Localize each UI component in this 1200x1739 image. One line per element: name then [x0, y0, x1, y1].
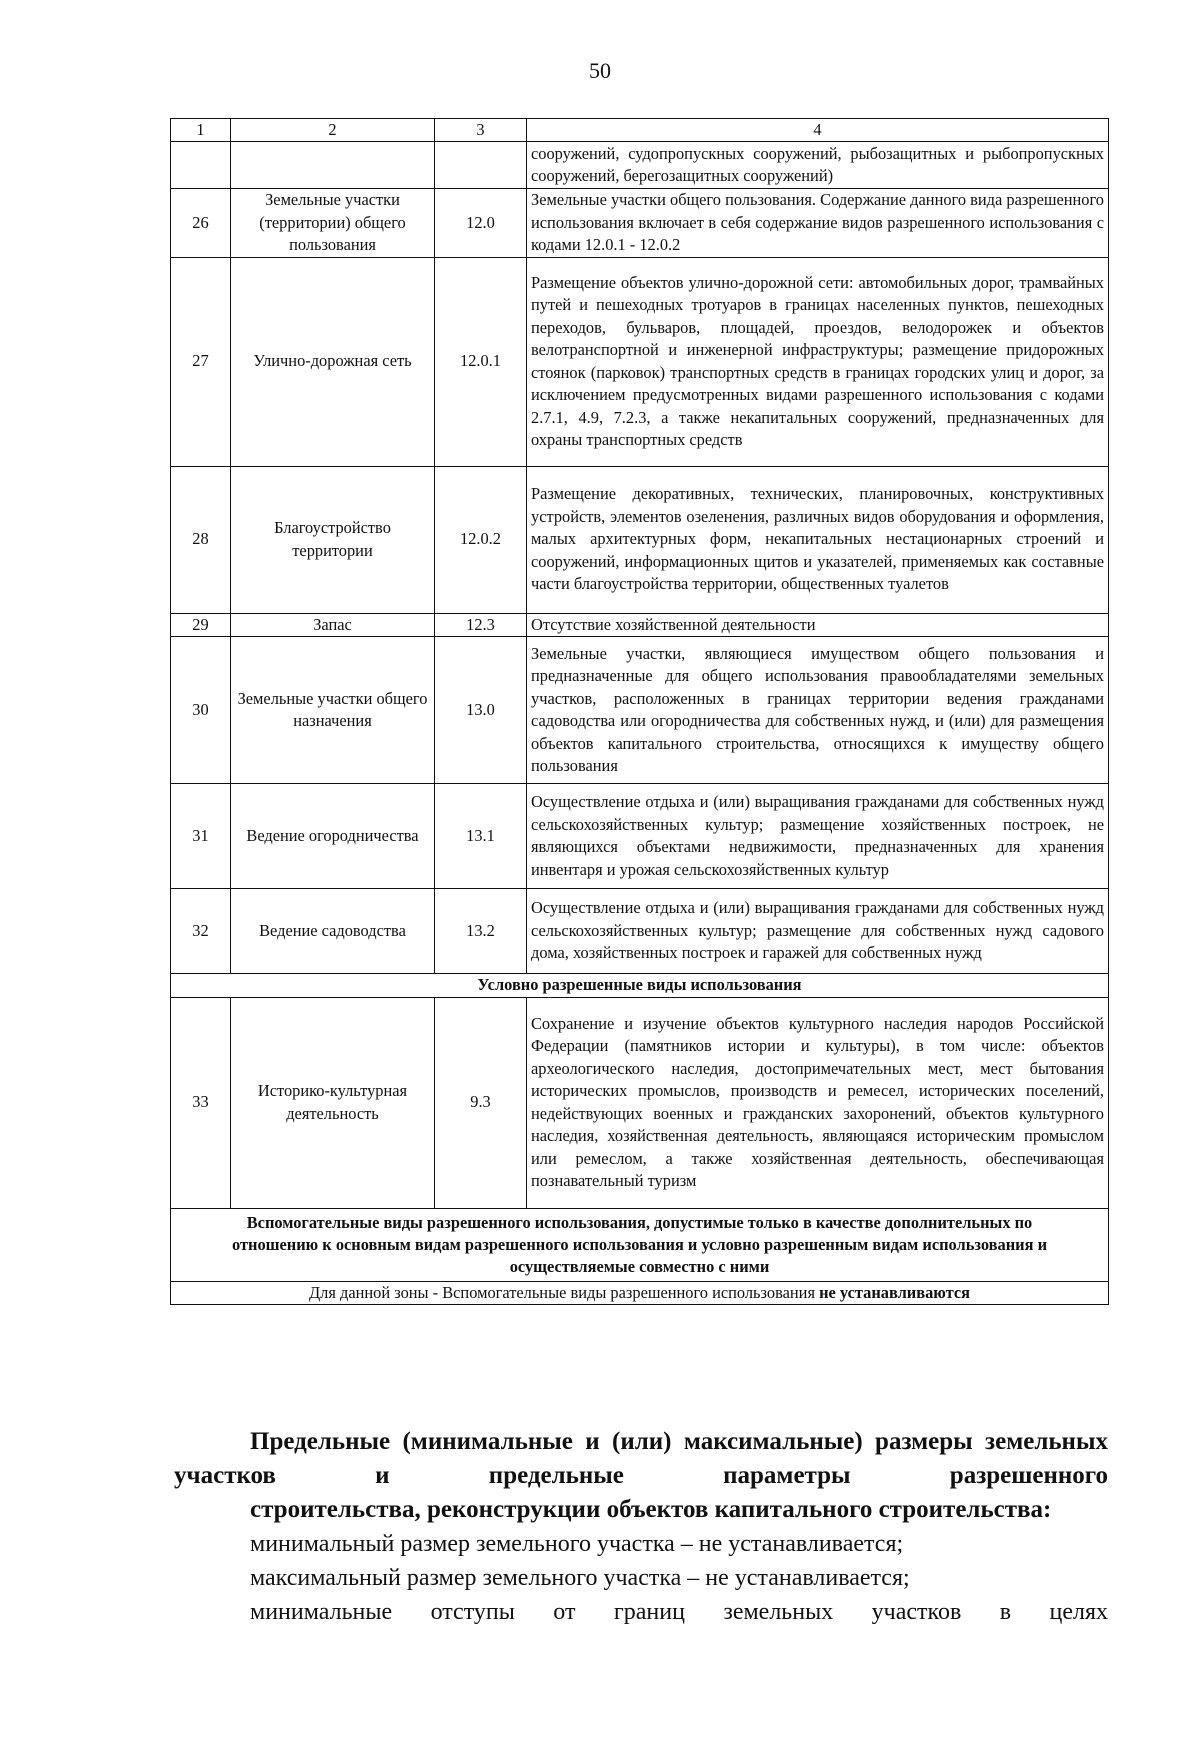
table-row: [171, 257, 1109, 466]
row-number: 30: [171, 637, 231, 784]
column-header: 4: [527, 119, 1109, 142]
section-heading-line: Предельные (минимальные и (или) максимальные) размеры земельных участков и предельные параметры разрешенного: [174, 1428, 1108, 1489]
page-number: 50: [589, 58, 611, 83]
section-heading-line: строительства, реконструкции объектов капитального строительства:: [250, 1496, 1052, 1523]
use-type-name: Благоустройство территории: [231, 466, 435, 613]
use-code: 13.2: [435, 889, 527, 974]
use-code: 12.0: [435, 189, 527, 258]
use-code: 12.3: [435, 613, 527, 637]
use-type-name: Ведение огородничества: [231, 784, 435, 889]
row-number: 27: [171, 257, 231, 466]
land-use-table: [170, 118, 1109, 1305]
row-number: 29: [171, 613, 231, 637]
auxiliary-note-row: [171, 1281, 1109, 1304]
use-code: 12.0.1: [435, 257, 527, 466]
conditional-heading-row: [171, 974, 1109, 998]
use-description: Размещение декоративных, технических, планировочных, конструктивных устройств, элементов озеленения, различных видов оборудования и оформления, малых архитектурных форм, некапитальных нестационарных строений и сооружений, информационных щитов и указателей, применяемых как составные части благоустройства территории, общественных туалетов: [527, 466, 1109, 613]
use-type-name: Земельные участки (территории) общего пользования: [231, 189, 435, 258]
table-row: [171, 466, 1109, 613]
use-type-name: Ведение садоводства: [231, 889, 435, 974]
row-number: 26: [171, 189, 231, 258]
use-code: 13.0: [435, 637, 527, 784]
use-description: Осуществление отдыха и (или) выращивания гражданами для собственных нужд сельскохозяйственных культур; размещение хозяйственных построек, не являющихся объектами недвижимости, предназначенных для хранения инвентаря и урожая сельскохозяйственных культур: [527, 784, 1109, 889]
auxiliary-heading: Вспомогательные виды разрешенного использования, допустимые только в качестве дополнительных по отношению к основным видам разрешенного использования и условно разрешенным видам использования и осуществляемые совместно с ними: [171, 1208, 1109, 1281]
row-number: 33: [171, 997, 231, 1208]
table-header-row: [171, 119, 1109, 142]
use-type-name: Запас: [231, 613, 435, 637]
conditional-heading: Условно разрешенные виды использования: [171, 974, 1109, 998]
use-description: Размещение объектов улично-дорожной сети: автомобильных дорог, трамвайных путей и пешеходных тротуаров в границах населенных пунктов, пешеходных переходов, бульваров, площадей, проездов, велодорожек и объектов велотранспортной и инженерной инфраструктуры; размещение придорожных стоянок (парковок) транспортных средств в границах городских улиц и дорог, за исключением предусмотренных видами разрешенного использования с кодами 2.7.1, 4.9, 7.2.3, а также некапитальных сооружений, предназначенных для охраны транспортных средств: [527, 257, 1109, 466]
use-description: Осуществление отдыха и (или) выращивания гражданами для собственных нужд сельскохозяйственных культур; размещение для собственных нужд садового дома, хозяйственных построек и гаражей для собственных нужд: [527, 889, 1109, 974]
use-description: Земельные участки, являющиеся имуществом общего пользования и предназначенные для общего использования правообладателями земельных участков, расположенных в границах территории ведения гражданами садоводства или огородничества для собственных нужд, и (или) для размещения объектов капитального строительства, относящихся к имуществу общего пользования: [527, 637, 1109, 784]
row-number: 28: [171, 466, 231, 613]
auxiliary-note: [171, 1281, 1109, 1304]
use-description: Отсутствие хозяйственной деятельности: [527, 613, 1109, 637]
use-code: 13.1: [435, 784, 527, 889]
continuation-row: [171, 142, 1109, 189]
section-heading: [174, 1425, 1108, 1527]
parameters-list: [250, 1527, 1108, 1629]
parameter-item: минимальный размер земельного участка – не устанавливается;: [250, 1531, 904, 1557]
use-type-name: Историко-культурная деятельность: [231, 997, 435, 1208]
table-row: [171, 613, 1109, 637]
auxiliary-heading-row: [171, 1208, 1109, 1281]
table-row: [171, 889, 1109, 974]
use-type-name: Земельные участки общего назначения: [231, 637, 435, 784]
use-code: 9.3: [435, 997, 527, 1208]
auxiliary-note-prefix: Для данной зоны - Вспомогательные виды разрешенного использования: [308, 1282, 815, 1302]
column-header: 1: [171, 119, 231, 142]
parameter-item: минимальные отступы от границ земельных участков в целях: [250, 1599, 1108, 1625]
use-type-name: Улично-дорожная сеть: [231, 257, 435, 466]
table-row: [171, 784, 1109, 889]
column-header: 3: [435, 119, 527, 142]
use-description: Земельные участки общего пользования. Содержание данного вида разрешенного использования включает в себя содержание видов разрешенного использования с кодами 12.0.1 - 12.0.2: [527, 189, 1109, 258]
auxiliary-note-emphasis: не устанавливаются: [819, 1282, 971, 1302]
table-row: [171, 637, 1109, 784]
parameter-item: максимальный размер земельного участка – не устанавливается;: [250, 1565, 910, 1591]
continuation-text: сооружений, судопропускных сооружений, рыбозащитных и рыбопропускных сооружений, берегозащитных сооружений): [527, 142, 1109, 189]
use-code: 12.0.2: [435, 466, 527, 613]
use-description: Сохранение и изучение объектов культурного наследия народов Российской Федерации (памятников истории и культуры), в том числе: объектов археологического наследия, достопримечательных мест, мест бытования исторических промыслов, производств и ремесел, исторических поселений, недействующих военных и гражданских захоронений, объектов культурного наследия, хозяйственная деятельность, являющаяся историческим промыслом или ремеслом, а также хозяйственная деятельность, обеспечивающая познавательный туризм: [527, 997, 1109, 1208]
row-number: 32: [171, 889, 231, 974]
table-row: [171, 189, 1109, 258]
row-number: 31: [171, 784, 231, 889]
table-row: [171, 997, 1109, 1208]
column-header: 2: [231, 119, 435, 142]
